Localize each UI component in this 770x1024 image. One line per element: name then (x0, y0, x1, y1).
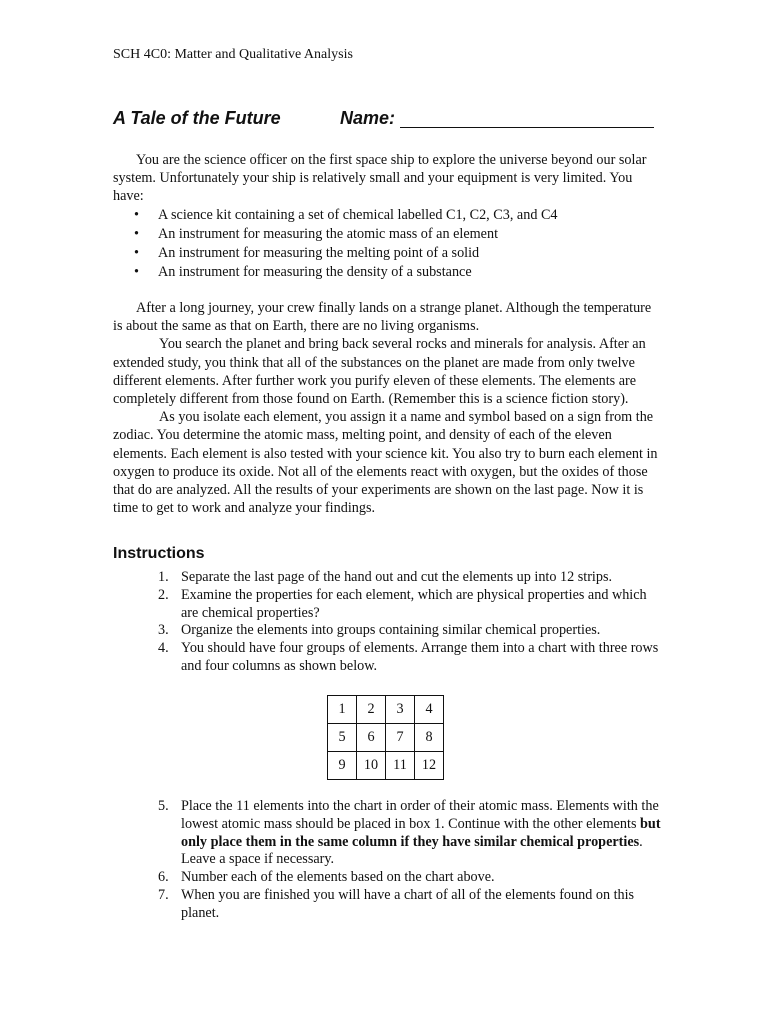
table-row (328, 696, 444, 724)
element-chart-grid (327, 695, 444, 780)
list-item: • An instrument for measuring the density of a substance (113, 263, 558, 282)
list-item (113, 640, 661, 676)
grid-cell: 3 (386, 696, 415, 724)
grid-cell: 10 (357, 752, 386, 780)
step-text: When you are finished you will have a chart of all of the elements found on this planet. (181, 886, 635, 921)
list-item (113, 569, 661, 587)
list-item (113, 798, 661, 869)
list-item (113, 622, 661, 640)
step-number: 2. (158, 586, 169, 603)
step-number: 1. (158, 569, 169, 585)
step-number: 5. (158, 798, 169, 814)
name-blank-line (400, 127, 654, 128)
table-row (328, 724, 444, 752)
grid-cell: 1 (328, 696, 357, 724)
course-header: SCH 4C0: Matter and Qualitative Analysis (113, 47, 353, 62)
story-paragraph: After a long journey, your crew finally lands on a strange planet. Although the temperature is about the same as that on Earth, there are no living organisms. (113, 300, 652, 335)
instructions-list (113, 569, 661, 676)
story-paragraph: You search the planet and bring back several rocks and minerals for analysis. After an extended study, you think that all of the substances on the planet are made from only twelve different elements. After further work you purify eleven of these elements. The elements are completely different from those found on Earth. (Remember this is a science fiction story). (113, 336, 646, 408)
list-item (113, 587, 661, 623)
step-text: Separate the last page of the hand out and cut the elements up into 12 strips. (181, 569, 613, 585)
list-item: • An instrument for measuring the atomic mass of an element (113, 225, 558, 244)
tools-list (113, 206, 558, 282)
table-row (328, 752, 444, 780)
grid-cell: 7 (386, 724, 415, 752)
grid-cell: 6 (357, 724, 386, 752)
grid-cell: 4 (415, 696, 444, 724)
step-bold-text: but only place them in the same column if they have similar chemical properties (181, 815, 661, 850)
step-text: Organize the elements into groups containing similar chemical properties. (181, 622, 601, 639)
instructions-list-continued (113, 798, 661, 923)
grid-cell: 9 (328, 752, 357, 780)
step-number: 7. (158, 886, 169, 903)
step-text: You should have four groups of elements. Arrange them into a chart with three rows and four columns as shown below. (181, 640, 659, 674)
list-item (113, 887, 661, 923)
intro-paragraph: You are the science officer on the first space ship to explore the universe beyond our solar system. Unfortunately your ship is relatively small and your equipment is very limited. You have: (113, 152, 647, 205)
step-text: Examine the properties for each element, which are physical properties and which are chemical properties? (181, 586, 647, 621)
instructions-heading: Instructions (113, 545, 205, 562)
step-text: . Leave a space if necessary. (181, 833, 643, 868)
list-item: • An instrument for measuring the melting point of a solid (113, 244, 558, 263)
step-number: 4. (158, 640, 169, 657)
story-paragraph: As you isolate each element, you assign it a name and symbol based on a sign from the zodiac. You determine the atomic mass, melting point, and density of each of the eleven elements. Each element is also tested with your science kit. You also try to burn each element in oxygen to produce its oxide. Not all of the elements react with oxygen, but the oxides of those that do are analyzed. All the results of your experiments are shown on the last page. Now it is time to get to work and analyze your findings. (113, 409, 658, 517)
step-number: 6. (158, 869, 169, 886)
step-text: Place the 11 elements into the chart in order of their atomic mass. Elements with the lowest atomic mass should be placed in box 1. Continue with the other elements (181, 798, 659, 832)
grid-cell: 8 (415, 724, 444, 752)
story-section (113, 299, 658, 517)
list-item: • A science kit containing a set of chemical labelled C1, C2, C3, and C4 (113, 206, 558, 225)
grid-cell: 5 (328, 724, 357, 752)
step-text: Number each of the elements based on the chart above. (181, 869, 495, 886)
page-title: A Tale of the Future (113, 108, 281, 128)
grid-cell: 11 (386, 752, 415, 780)
list-item (113, 869, 661, 887)
step-number: 3. (158, 622, 169, 639)
grid-cell: 12 (415, 752, 444, 780)
title-row (113, 108, 673, 132)
grid-cell: 2 (357, 696, 386, 724)
name-label: Name: (340, 108, 396, 128)
